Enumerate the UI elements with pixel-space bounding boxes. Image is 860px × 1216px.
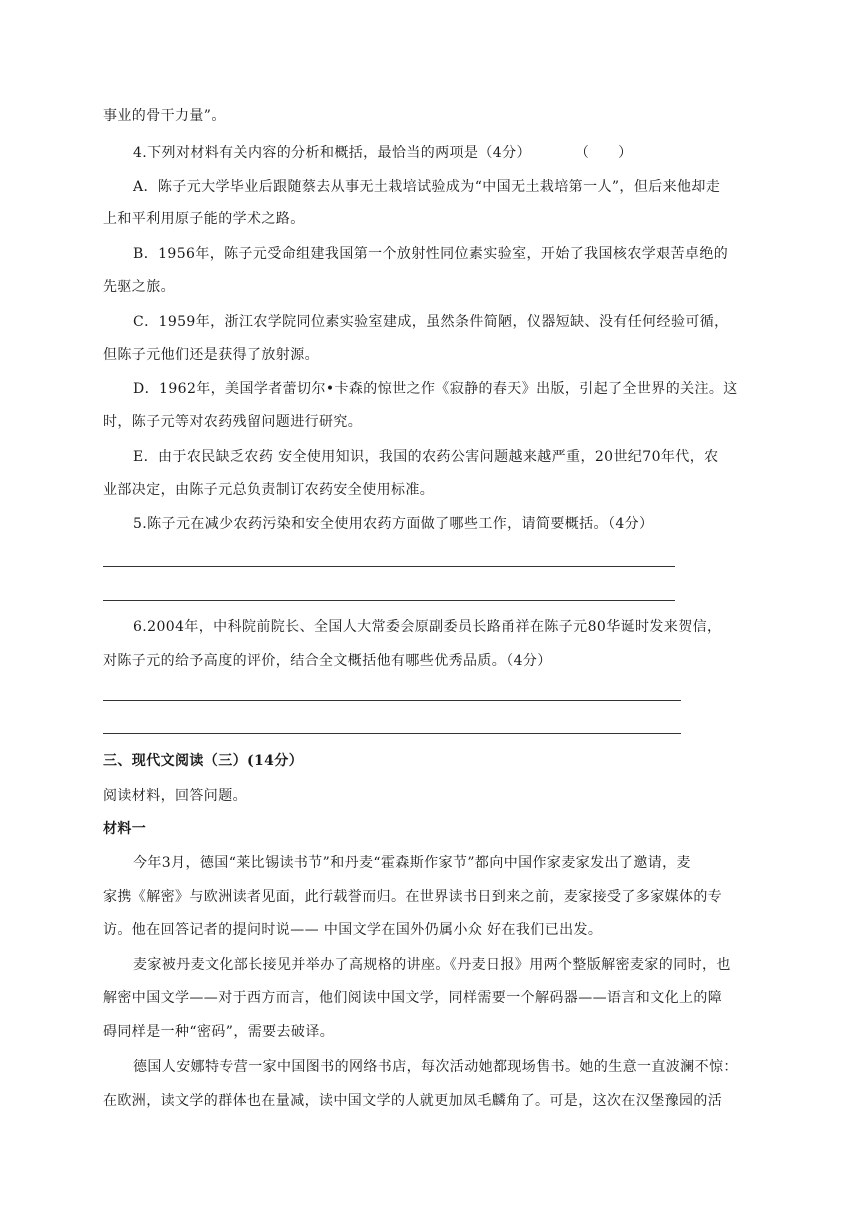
section-heading: 三、现代文阅读（三）(14分） [103, 753, 304, 769]
paragraph-line: 碍同样是一种“密码”，需要去破译。 [103, 1024, 335, 1040]
option-c-cont: 但陈子元他们还是获得了放射源。 [103, 347, 319, 363]
option-a: A．陈子元大学毕业后跟随蔡去从事无土栽培试验成为“中国无土栽培第一人”，但后来他却走 [133, 179, 721, 195]
instruction-text: 阅读材料，回答问题。 [103, 788, 247, 804]
answer-bracket: （ ） [574, 145, 633, 161]
answer-line [103, 566, 675, 567]
text-line: 事业的骨干力量”。 [103, 108, 226, 124]
paragraph-line: 今年3月，德国“莱比锡读书节”和丹麦“霍森斯作家节”都向中国作家麦家发出了邀请，麦 [133, 855, 691, 871]
question-6: 6.2004年，中科院前院长、全国人大常委会原副委员长路甬祥在陈子元80华诞时发来贺信， [133, 619, 722, 635]
paragraph-line: 解密中国文学——对于西方而言，他们阅读中国文学，同样需要一个解码器——语言和文化上的障 [103, 990, 723, 1006]
material-heading: 材料一 [103, 821, 147, 837]
option-a-cont: 上和平利用原子能的学术之路。 [103, 211, 305, 227]
answer-line [103, 600, 675, 601]
answer-line [103, 733, 681, 734]
question-4-stem [133, 143, 632, 163]
option-d-cont: 时，陈子元等对农药残留问题进行研究。 [103, 414, 363, 430]
question-4-text: 4.下列对材料有关内容的分析和概括，最恰当的两项是（4分） [133, 145, 531, 161]
paragraph-line: 家携《解密》与欧洲读者见面，此行载誉而归。在世界读书日到来之前，麦家接受了多家媒体的专 [103, 889, 723, 905]
question-5: 5.陈子元在减少农药污染和安全使用农药方面做了哪些工作，请简要概括。（4分） [133, 516, 654, 532]
option-e: E．由于农民缺乏农药 安全使用知识，我国的农药公害问题越来越严重，20世纪70年代，农 [133, 449, 719, 465]
option-b-cont: 先驱之旅。 [103, 279, 175, 295]
paragraph-line: 访。他在回答记者的提问时说—— 中国文学在国外仍属小众 好在我们已出发。 [103, 922, 603, 938]
answer-line [103, 700, 681, 701]
option-e-cont: 业部决定，由陈子元总负责制订农药安全使用标准。 [103, 482, 435, 498]
paragraph-line: 麦家被丹麦文化部长接见并举办了高规格的讲座。《丹麦日报》用两个整版解密麦家的同时，也 [133, 957, 731, 973]
option-d: D．1962年，美国学者蕾切尔•卡森的惊世之作《寂静的春天》出版，引起了全世界的关注。这 [133, 381, 738, 397]
question-6-cont: 对陈子元的给予高度的评价，结合全文概括他有哪些优秀品质。（4分） [103, 653, 552, 669]
option-c: C．1959年，浙江农学院同位素实验室建成，虽然条件简陋，仪器短缺、没有任何经验可循， [133, 314, 729, 330]
option-b: B．1956年，陈子元受命组建我国第一个放射性同位素实验室，开始了我国核农学艰苦卓绝的 [133, 246, 729, 262]
paragraph-line: 在欧洲，读文学的群体也在量减，读中国文学的人就更加凤毛麟角了。可是，这次在汉堡豫园的活 [103, 1093, 723, 1109]
paragraph-line: 德国人安娜特专营一家中国图书的网络书店，每次活动她都现场售书。她的生意一直波澜不惊： [133, 1059, 738, 1075]
